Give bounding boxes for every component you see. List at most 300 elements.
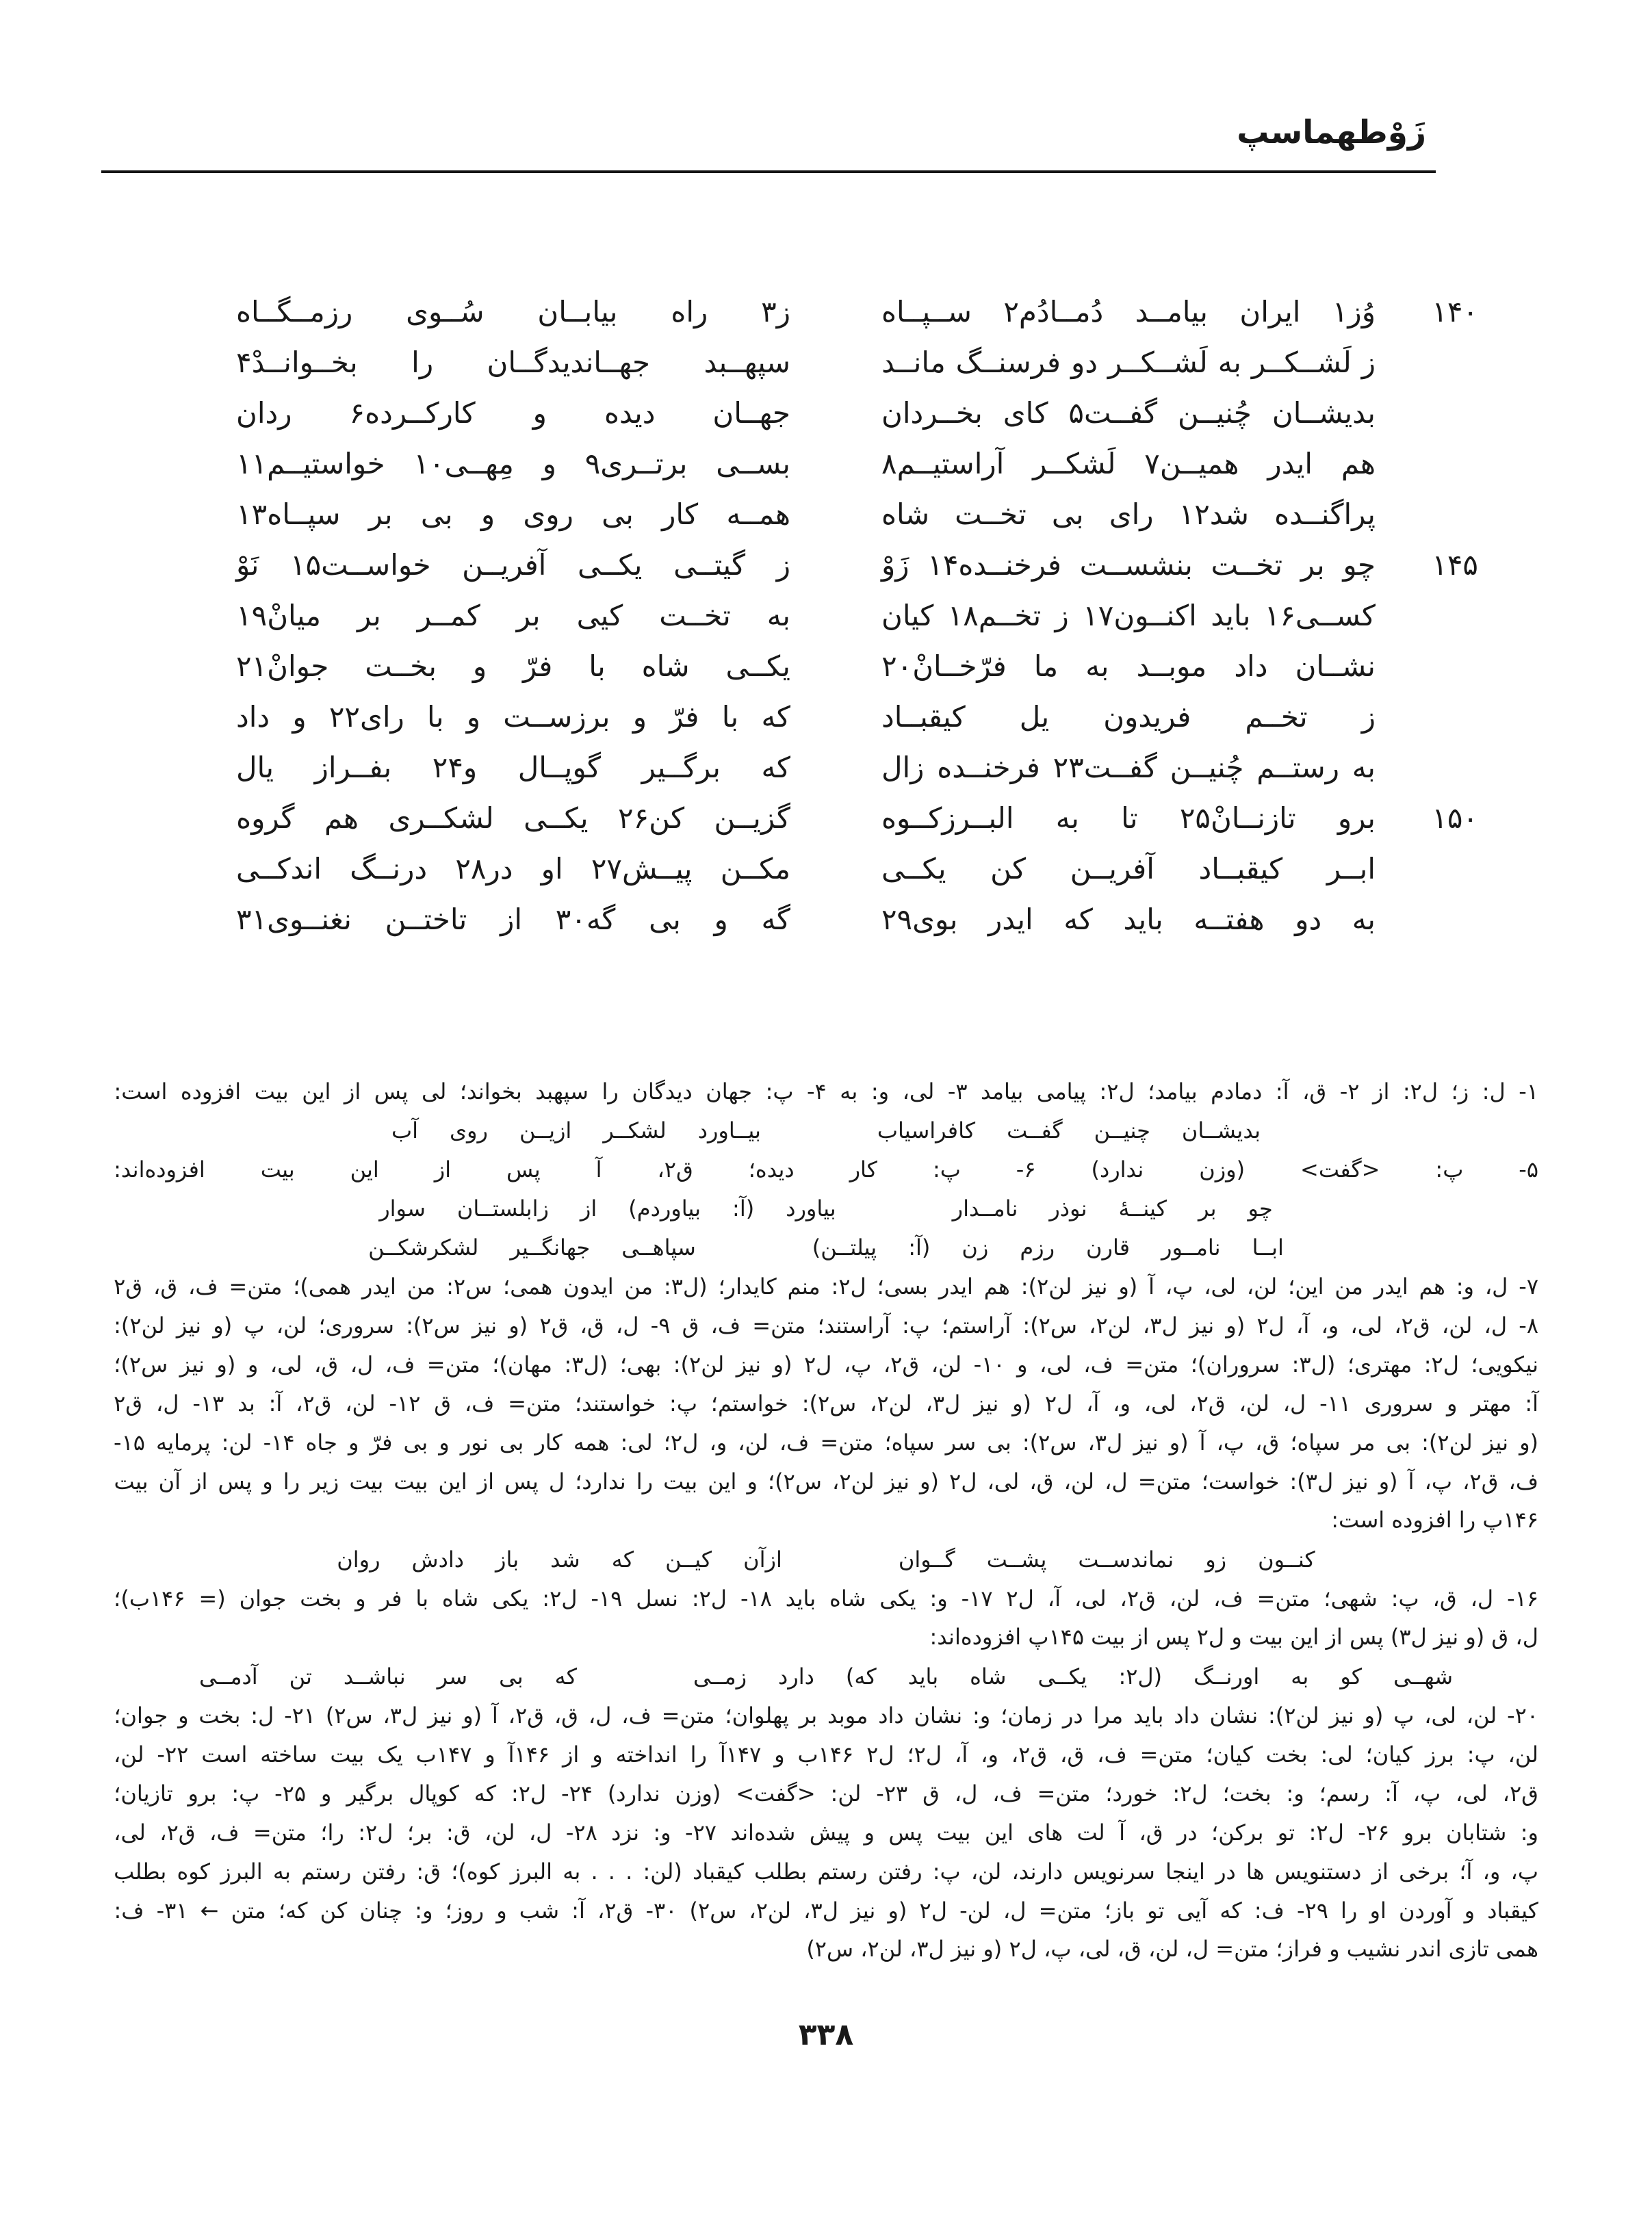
- word: ق۲،: [1502, 1780, 1538, 1807]
- word: کمــر: [417, 598, 480, 632]
- word: ازیــن: [519, 1117, 572, 1143]
- word: البرز: [220, 1858, 263, 1885]
- word: مکــن: [720, 851, 790, 885]
- word: بیت: [114, 1468, 149, 1494]
- word: را: [283, 1468, 300, 1494]
- word: گفــت۲۳: [1053, 750, 1157, 784]
- word: لن،: [1063, 1468, 1095, 1494]
- word: متن=: [229, 1273, 283, 1299]
- word: ل۲:: [511, 1780, 547, 1807]
- word: ق۲،: [1189, 1390, 1226, 1416]
- word: هم: [324, 801, 359, 835]
- word: زمــی: [693, 1663, 747, 1690]
- word: شهــی: [1393, 1663, 1454, 1690]
- word: لن،: [345, 1390, 376, 1416]
- word: ق۲: [114, 1390, 143, 1416]
- word: پ:: [765, 1078, 794, 1104]
- word: لی،: [1424, 1702, 1456, 1729]
- word: ل۲: [1256, 1312, 1285, 1338]
- word: مر: [1351, 1429, 1376, 1455]
- word: لی،: [1144, 1390, 1176, 1416]
- poem-block: [236, 286, 1478, 944]
- word: پیــش۲۷: [591, 851, 693, 885]
- word: ۲۷-: [685, 1819, 717, 1846]
- word: برخی: [1399, 1858, 1449, 1885]
- hemistich-left: [236, 337, 790, 387]
- word: قارن: [1086, 1234, 1131, 1260]
- word: سر: [945, 1429, 977, 1455]
- word: ف،: [992, 1780, 1022, 1807]
- word: (و: [1226, 1312, 1246, 1338]
- apparatus-hemistich-left: [199, 1664, 577, 1690]
- word: ز: [1055, 598, 1069, 632]
- apparatus-line: [114, 1735, 1538, 1774]
- word: (و: [1519, 1429, 1538, 1455]
- word: زن: [961, 1234, 989, 1260]
- word: کن: [320, 1897, 348, 1924]
- word: (و: [1169, 1429, 1189, 1455]
- word: ایدر: [1267, 446, 1313, 480]
- word: ق:: [446, 1819, 471, 1846]
- word: دو: [1295, 902, 1322, 936]
- word: کیان؛: [1365, 1741, 1412, 1768]
- word: ق،: [1302, 1078, 1327, 1104]
- hemistich-right: [881, 742, 1376, 792]
- word: از: [580, 1195, 597, 1221]
- word: بی: [1386, 1429, 1411, 1455]
- word: روز؛: [445, 1897, 485, 1924]
- word: شده‌اند: [730, 1819, 796, 1846]
- word: پهلوان؛: [725, 1702, 789, 1729]
- word: کینــهٔ: [1118, 1195, 1167, 1221]
- word: لن،: [1239, 1390, 1269, 1416]
- word: مِهــی۱۰: [413, 446, 514, 480]
- word: کار: [662, 497, 699, 531]
- word: لشکرشکــن: [368, 1234, 479, 1260]
- word: کوپال: [409, 1780, 459, 1807]
- word: او: [1369, 1897, 1386, 1924]
- word: برو: [1403, 1819, 1432, 1846]
- word: لَشکــر: [1033, 446, 1116, 480]
- word: نغنــوی۳۱: [236, 902, 352, 936]
- hemistich-right: [881, 539, 1376, 590]
- apparatus-verse: [114, 1540, 1538, 1579]
- word: متن=: [820, 1429, 874, 1455]
- word: بی: [987, 1429, 1011, 1455]
- word: شاه: [641, 649, 690, 683]
- word: کیقباد: [1487, 1897, 1538, 1924]
- word: ف،: [1083, 1351, 1113, 1377]
- word: رای: [1109, 497, 1154, 531]
- word: ۲۴-: [561, 1780, 593, 1807]
- word: شهی؛: [1324, 1585, 1378, 1612]
- word: نیز: [179, 1351, 205, 1377]
- word: افزوده‌اند:: [114, 1156, 205, 1182]
- word: باید: [907, 1663, 939, 1690]
- word: آیی: [1176, 1897, 1208, 1924]
- word: پ: [244, 1312, 265, 1338]
- hemistich-right: [881, 286, 1376, 337]
- word: و: [747, 1468, 758, 1494]
- word: کیی: [576, 598, 623, 632]
- word: ۲-: [1339, 1078, 1360, 1104]
- word: ایدر: [1373, 1273, 1408, 1299]
- word: لی:: [1320, 1741, 1353, 1768]
- word: ۳۰-: [645, 1897, 677, 1924]
- word: ل۳):: [1289, 1468, 1334, 1494]
- word: ابــر: [1326, 851, 1376, 885]
- word: بیــاورد: [697, 1117, 761, 1143]
- word: این: [302, 1078, 331, 1104]
- word: داد: [1174, 1702, 1200, 1729]
- word: ق۲،: [508, 1702, 544, 1729]
- word: تخــم۱۸: [947, 598, 1042, 632]
- word: خورد؛: [1105, 1780, 1158, 1807]
- word: نشــان: [1295, 649, 1376, 683]
- word: نیز: [1483, 1429, 1508, 1455]
- word: باز؛: [1104, 1897, 1135, 1924]
- apparatus-hemistich-left: [368, 1234, 696, 1260]
- word: بر: [1198, 1195, 1217, 1221]
- word: کیان: [881, 598, 934, 632]
- word: دستنویس: [1274, 1858, 1362, 1885]
- word: های: [1027, 1819, 1063, 1846]
- verse-number: ۱۴۰: [1432, 294, 1478, 328]
- word: چُنیــن: [1170, 750, 1244, 784]
- word: ۱۲-: [389, 1390, 421, 1416]
- word: گه۳۰: [555, 902, 616, 936]
- word: زیر: [310, 1468, 339, 1494]
- word: برگــیر: [641, 750, 721, 784]
- word: (و: [1364, 1702, 1384, 1729]
- word: <گفت>: [1300, 1156, 1380, 1182]
- word: پیلتــن): [812, 1234, 877, 1260]
- word: ز؛: [1451, 1078, 1469, 1104]
- word: همــه: [726, 497, 790, 531]
- word: و:: [929, 1585, 948, 1612]
- word: ل،: [1105, 1468, 1128, 1494]
- word: لشکــری: [388, 801, 494, 835]
- word: آ: [1199, 1429, 1206, 1455]
- word: سپهــبد: [704, 345, 790, 379]
- word: ف،: [1097, 1741, 1127, 1768]
- word: که: [1219, 1897, 1242, 1924]
- word: مهتری؛: [1347, 1351, 1412, 1377]
- word: کار: [534, 1429, 563, 1455]
- word: سروری؛: [318, 1312, 394, 1338]
- word: و: [466, 699, 481, 734]
- word: نزد: [611, 1819, 639, 1846]
- word: همی؛: [503, 1273, 553, 1299]
- word: داد: [878, 1702, 904, 1729]
- word: بیت: [349, 1468, 384, 1494]
- word: تن: [289, 1663, 312, 1690]
- word: ۲۲-: [157, 1741, 189, 1768]
- word: (و: [1378, 1468, 1398, 1494]
- word: بی: [499, 1429, 524, 1455]
- word: لن۲):: [673, 1351, 725, 1377]
- word: ل۳،: [925, 1390, 961, 1416]
- word: بر؛: [406, 1819, 433, 1846]
- word: و،: [709, 1429, 727, 1455]
- word: بیامد: [981, 1078, 1024, 1104]
- word: ایران: [1239, 294, 1301, 328]
- hemistich-left: [236, 590, 790, 640]
- word: من: [1334, 1273, 1363, 1299]
- word: آ؛: [1459, 1858, 1473, 1885]
- apparatus-hemistich-right: [877, 1117, 1261, 1143]
- word: ف:: [1254, 1897, 1285, 1924]
- word: لن۲،: [1089, 1312, 1131, 1338]
- word: و،: [981, 1741, 998, 1768]
- word: داد: [236, 699, 270, 734]
- apparatus-line: ۱۴۶پ را افزوده است:: [1331, 1507, 1538, 1533]
- word: نماندســت: [1078, 1546, 1174, 1573]
- word: با: [721, 699, 739, 734]
- word: (و: [213, 1312, 233, 1338]
- word: همی)؛: [293, 1273, 351, 1299]
- word: و،: [1113, 1390, 1131, 1416]
- word: یکــی: [577, 547, 643, 582]
- word: ۴-: [806, 1078, 827, 1104]
- hemistich-left: [236, 843, 790, 894]
- word: نوذر: [1049, 1195, 1087, 1221]
- word: انداخته: [615, 1741, 677, 1768]
- word: لی،: [1074, 1585, 1107, 1612]
- word: کیقباد: [693, 1858, 744, 1885]
- word: باید: [1133, 1702, 1164, 1729]
- word: س۲)؛: [114, 1351, 168, 1377]
- word: رفتن: [877, 1858, 922, 1885]
- page-number: ۳۳۸: [798, 2017, 854, 2052]
- word: خواستم؛: [710, 1390, 788, 1416]
- hemistich-right: [881, 387, 1376, 438]
- word: ف،: [779, 1429, 810, 1455]
- word: ۲۰-: [1507, 1702, 1538, 1729]
- word: (و: [1012, 1390, 1032, 1416]
- word: دمادم: [1211, 1078, 1263, 1104]
- word: لن۲):: [1020, 1273, 1072, 1299]
- word: ق۲،: [1462, 1468, 1499, 1494]
- apparatus-verse: [114, 1657, 1538, 1696]
- word: ف،: [621, 1702, 651, 1729]
- word: فرخنــده: [937, 750, 1040, 784]
- word: لن،: [1441, 1312, 1473, 1338]
- word: و: [592, 1741, 603, 1768]
- word: جهان: [706, 1078, 753, 1104]
- word: بر: [357, 598, 381, 632]
- hemistich-left: [236, 742, 790, 792]
- word: سپاه؛: [884, 1429, 935, 1455]
- word: ق،: [314, 1351, 339, 1377]
- word: بیت: [393, 1468, 428, 1494]
- word: لَشــکــر: [1107, 345, 1208, 379]
- word: ق۲،: [657, 1156, 693, 1182]
- word: تاختــن: [385, 902, 467, 936]
- word: ق،: [1255, 1429, 1280, 1455]
- word: پیامی: [1036, 1078, 1086, 1104]
- word: رفتن: [361, 1858, 406, 1885]
- word: لی،: [902, 1078, 935, 1104]
- word: بنشســت: [1079, 547, 1193, 582]
- word: اندکــی: [236, 851, 322, 885]
- word: لن:: [221, 1429, 253, 1455]
- word: ۲۹-: [1296, 1897, 1328, 1924]
- word: .: [625, 1858, 633, 1885]
- word: متن=: [1137, 1468, 1191, 1494]
- word: و:: [1520, 1819, 1538, 1846]
- word: سروری: [1364, 1390, 1434, 1416]
- word: که: [761, 699, 790, 734]
- hemistich-left: [236, 387, 790, 438]
- word: ق۲،: [597, 1897, 634, 1924]
- word: فرّخــانْ۲۰: [881, 649, 1007, 683]
- word: و: [485, 1741, 495, 1768]
- word: ق: [434, 1390, 452, 1416]
- word: نیز: [428, 1702, 453, 1729]
- word: به: [563, 1858, 581, 1885]
- word: برزســت: [503, 699, 610, 734]
- word: نامــور: [1161, 1234, 1221, 1260]
- word: آ،: [1086, 1390, 1100, 1416]
- word: بیت: [663, 1468, 698, 1494]
- word: کیــن: [665, 1546, 712, 1573]
- word: با: [427, 699, 444, 734]
- word: س۲:: [446, 1273, 493, 1299]
- word: زابلستــان: [456, 1195, 549, 1221]
- apparatus-line: [114, 1150, 1538, 1189]
- word: اینجا: [1165, 1858, 1205, 1885]
- word: و: [714, 902, 728, 936]
- apparatus-line: [114, 1345, 1538, 1384]
- word: نور: [460, 1429, 489, 1455]
- word: لی،: [987, 1468, 1020, 1494]
- verse-number: ۱۴۵: [1432, 547, 1478, 582]
- word: فرّ: [370, 1429, 393, 1455]
- word: لن:: [830, 1780, 862, 1807]
- word: (لن:: [643, 1858, 682, 1885]
- word: تخــت: [955, 497, 1027, 531]
- word: نیز: [472, 1312, 498, 1338]
- word: ۳۱-: [156, 1897, 188, 1924]
- word: را: [602, 1078, 619, 1104]
- apparatus-verse: [114, 1111, 1538, 1150]
- word: از: [1371, 1858, 1389, 1885]
- word: ف،: [188, 1273, 218, 1299]
- word: اورنــگ: [1193, 1663, 1260, 1690]
- word: (و: [919, 1468, 939, 1494]
- word: این: [984, 1819, 1014, 1846]
- word: لَشــکــر: [1251, 345, 1352, 379]
- word: (ل۳:: [1291, 1351, 1336, 1377]
- apparatus-hemistich-right: [812, 1234, 1284, 1260]
- word: برگیر: [346, 1780, 394, 1807]
- apparatus-line: [114, 1462, 1538, 1501]
- word: پ:: [932, 1156, 961, 1182]
- word: لن۲،: [831, 1468, 875, 1494]
- word: باید: [1123, 902, 1163, 936]
- word: (ل۳:: [663, 1273, 708, 1299]
- word: آ:: [1384, 1780, 1398, 1807]
- word: .: [591, 1858, 598, 1885]
- word: ۳-: [947, 1078, 968, 1104]
- word: آ:: [1275, 1078, 1289, 1104]
- word: نیز: [851, 1897, 876, 1924]
- word: جاه: [305, 1429, 337, 1455]
- word: بوی۲۹: [881, 902, 958, 936]
- word: شاه: [881, 497, 930, 531]
- word: نشان: [914, 1702, 963, 1729]
- word: ق: [922, 1780, 940, 1807]
- word: جوانْ۲۱: [236, 649, 329, 683]
- word: جوان: [239, 1585, 287, 1612]
- word: نیز: [974, 1390, 999, 1416]
- word: سپاه؛: [1290, 1429, 1341, 1455]
- word: بیت: [330, 1741, 365, 1768]
- word: پ،: [1412, 1780, 1441, 1807]
- word: گیتــی: [673, 547, 746, 582]
- apparatus-hemistich-right: [693, 1664, 1453, 1690]
- word: به: [1085, 649, 1109, 683]
- apparatus-hemistich-left: [379, 1195, 836, 1221]
- word: فرّ: [523, 649, 553, 683]
- word: چُنیــن: [1178, 396, 1252, 430]
- word: و: [247, 1351, 259, 1377]
- word: لن،: [485, 1819, 515, 1846]
- word: فرّ: [669, 699, 699, 734]
- word: ل۲:: [1423, 1351, 1459, 1377]
- word: ۱-: [1519, 1078, 1538, 1104]
- word: پ:: [1391, 1585, 1419, 1612]
- word: ایدر: [988, 902, 1033, 936]
- word: آفریــن: [462, 547, 547, 582]
- word: ۱۱-: [1319, 1390, 1351, 1416]
- word: بدیشــان: [1181, 1117, 1261, 1143]
- word: سپاهــی: [621, 1234, 696, 1260]
- word: متن=: [752, 1312, 806, 1338]
- word: آ: [1408, 1468, 1415, 1494]
- word: بیت: [260, 1156, 295, 1182]
- word: این؛: [1288, 1273, 1324, 1299]
- word: ۱۴۷ب: [415, 1741, 472, 1768]
- word: سپهبد: [535, 1078, 589, 1104]
- word: و:: [1286, 1780, 1304, 1807]
- word: لن۲):: [1421, 1429, 1473, 1455]
- word: این: [708, 1468, 737, 1494]
- word: کن: [990, 851, 1027, 885]
- word: برز: [1425, 1741, 1454, 1768]
- word: بیابــان: [537, 294, 618, 328]
- verse-row: [236, 489, 1376, 539]
- word: بخــت: [365, 649, 437, 683]
- word: نباشــد: [343, 1663, 406, 1690]
- word: بی: [420, 497, 453, 531]
- word: بیت: [936, 1819, 971, 1846]
- word: ق،: [1029, 1468, 1054, 1494]
- word: لن۲،: [870, 1390, 912, 1416]
- word: شب: [519, 1897, 560, 1924]
- word: چو: [1343, 547, 1376, 582]
- word: به: [1055, 801, 1079, 835]
- word: و: [774, 1741, 785, 1768]
- hemistich-left: [236, 691, 790, 742]
- word: مرا: [1093, 1702, 1124, 1729]
- word: ف،: [710, 1312, 741, 1338]
- word: برکن؛: [1211, 1819, 1264, 1846]
- word: این: [350, 1156, 379, 1182]
- word: ز: [1361, 345, 1376, 379]
- word: باز: [495, 1546, 519, 1573]
